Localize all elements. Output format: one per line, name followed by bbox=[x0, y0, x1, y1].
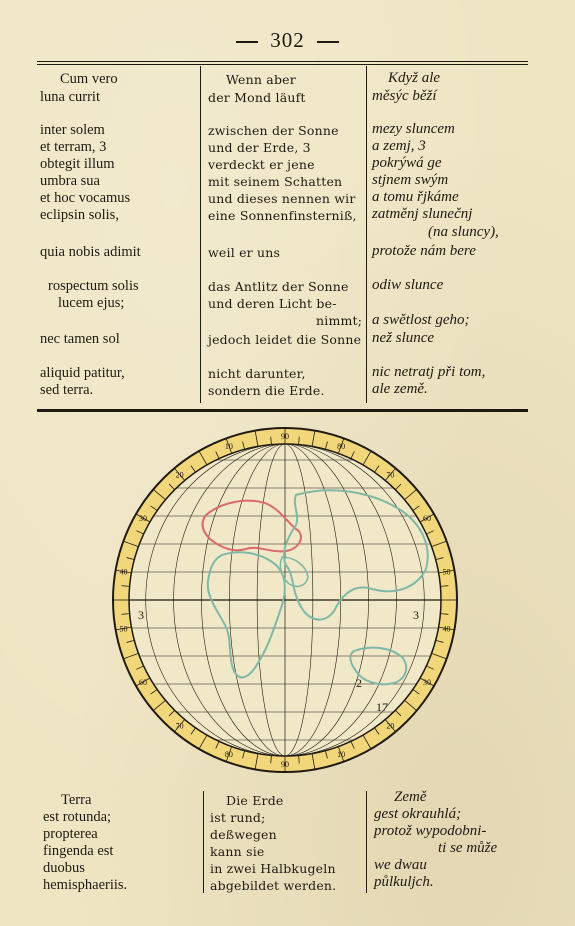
latin-line: rospectum solis bbox=[48, 278, 139, 294]
german-line: jedoch leidet die Sonne bbox=[208, 332, 362, 347]
german-line: und deren Licht be- bbox=[208, 296, 337, 311]
latin-line: et terram, 3 bbox=[40, 139, 107, 155]
german-line: zwischen der Sonne bbox=[208, 123, 339, 138]
czech-line: protož wypodobni- bbox=[374, 823, 487, 839]
ring-label: 40 bbox=[119, 567, 128, 577]
ring-label: 60 bbox=[138, 678, 147, 687]
german-line: und dieses nennen wir bbox=[208, 191, 356, 206]
latin-line: lucem ejus; bbox=[58, 295, 125, 311]
ring-label: 20 bbox=[175, 470, 184, 480]
right-dash bbox=[317, 41, 339, 43]
ring-label: 90 bbox=[281, 760, 289, 769]
globe-marker: 2 bbox=[356, 676, 362, 690]
latin-line: hemisphaeriis. bbox=[43, 877, 128, 893]
column-divider-2 bbox=[366, 66, 367, 403]
ring-label: 80 bbox=[224, 750, 233, 760]
latin-line: Cum vero bbox=[60, 71, 118, 87]
ring-label: 20 bbox=[386, 721, 395, 731]
ring-label: 90 bbox=[281, 432, 289, 441]
ring-label: 30 bbox=[423, 678, 432, 687]
globe-marker: 17 bbox=[376, 700, 388, 714]
latin-line: Terra bbox=[61, 792, 92, 808]
german-line: das Antlitz der Sonne bbox=[208, 279, 349, 294]
latin-line: umbra sua bbox=[40, 173, 100, 189]
latin-line: est rotunda; bbox=[43, 809, 112, 825]
latin-line: nec tamen sol bbox=[40, 331, 120, 347]
page-number bbox=[0, 28, 575, 53]
ring-label: 50 bbox=[119, 624, 128, 634]
german-line: nimmt; bbox=[316, 313, 363, 328]
czech-line: stjnem swým bbox=[372, 172, 449, 188]
latin-line: obtegit illum bbox=[40, 156, 115, 172]
czech-line: we dwau bbox=[374, 857, 427, 873]
german-line: abgebildet werden. bbox=[210, 878, 337, 893]
ring-label: 60 bbox=[423, 514, 432, 523]
czech-line: nic netratj při tom, bbox=[372, 364, 486, 380]
latin-line: quia nobis adimit bbox=[40, 244, 141, 260]
ring-label: 10 bbox=[337, 750, 346, 760]
globe-marker: 3 bbox=[138, 608, 144, 622]
ring-label: 70 bbox=[386, 470, 395, 480]
eastern-hemisphere-map bbox=[110, 425, 460, 775]
czech-line: ti se může bbox=[438, 840, 498, 856]
german-line: ist rund; bbox=[210, 810, 266, 825]
globe-drawing bbox=[110, 425, 460, 775]
czech-line: protože nám bere bbox=[372, 243, 476, 259]
czech-line: Země bbox=[394, 789, 427, 805]
globe-marker: 3 bbox=[413, 608, 419, 622]
german-line: weil er uns bbox=[208, 245, 281, 260]
page-number-text: 302 bbox=[270, 28, 305, 52]
czech-line: ale země. bbox=[372, 381, 428, 397]
column-divider-1 bbox=[200, 66, 201, 403]
german-line: kann sie bbox=[210, 844, 265, 859]
german-line: deßwegen bbox=[210, 827, 277, 842]
czech-line: půlkuljch. bbox=[374, 874, 434, 890]
ring-label: 80 bbox=[337, 441, 346, 451]
ring-label: 70 bbox=[175, 721, 184, 731]
czech-line: pokrýwá ge bbox=[372, 155, 442, 171]
czech-line: a zemj, 3 bbox=[372, 138, 426, 154]
czech-line: Když ale bbox=[388, 70, 441, 86]
czech-line: mezy sluncem bbox=[372, 121, 455, 137]
german-line: Die Erde bbox=[226, 793, 284, 808]
ring-label: 30 bbox=[138, 514, 147, 523]
german-line: der Mond läuft bbox=[208, 90, 306, 105]
czech-line: gest okrauhlá; bbox=[374, 806, 462, 822]
latin-line: luna currit bbox=[40, 89, 100, 105]
czech-line: (na sluncy), bbox=[428, 224, 499, 240]
left-dash bbox=[236, 41, 258, 43]
ring-label: 40 bbox=[442, 624, 451, 634]
czech-line: a tomu řjkáme bbox=[372, 189, 459, 205]
ring-label: 50 bbox=[442, 567, 451, 577]
latin-line: fingenda est bbox=[43, 843, 114, 859]
latin-line: inter solem bbox=[40, 122, 105, 138]
german-line: und der Erde, 3 bbox=[208, 140, 311, 155]
latin-line: propterea bbox=[43, 826, 98, 842]
column-divider-4 bbox=[366, 791, 367, 893]
top-rule bbox=[37, 61, 528, 62]
ring-label: 10 bbox=[224, 441, 233, 451]
czech-line: než slunce bbox=[372, 330, 435, 346]
latin-line: eclipsin solis, bbox=[40, 207, 119, 223]
latin-line: duobus bbox=[43, 860, 85, 876]
czech-line: odiw slunce bbox=[372, 277, 444, 293]
latin-line: et hoc vocamus bbox=[40, 190, 131, 206]
german-line: Wenn aber bbox=[226, 72, 296, 87]
german-line: in zwei Halbkugeln bbox=[210, 861, 336, 876]
german-line: verdeckt er jene bbox=[208, 157, 315, 172]
german-line: sondern die Erde. bbox=[208, 383, 325, 398]
german-line: eine Sonnenfinsterniß, bbox=[208, 208, 357, 223]
czech-line: zatměnj slunečnj bbox=[372, 206, 473, 222]
latin-line: aliquid patitur, bbox=[40, 365, 125, 381]
czech-line: a swětlost geho; bbox=[372, 312, 470, 328]
german-line: nicht darunter, bbox=[208, 366, 306, 381]
section-rule bbox=[37, 409, 528, 412]
german-line: mit seinem Schatten bbox=[208, 174, 343, 189]
latin-line: sed terra. bbox=[40, 382, 94, 398]
czech-line: měsýc běží bbox=[372, 88, 437, 104]
top-rule-2 bbox=[37, 64, 528, 65]
column-divider-3 bbox=[203, 791, 204, 893]
